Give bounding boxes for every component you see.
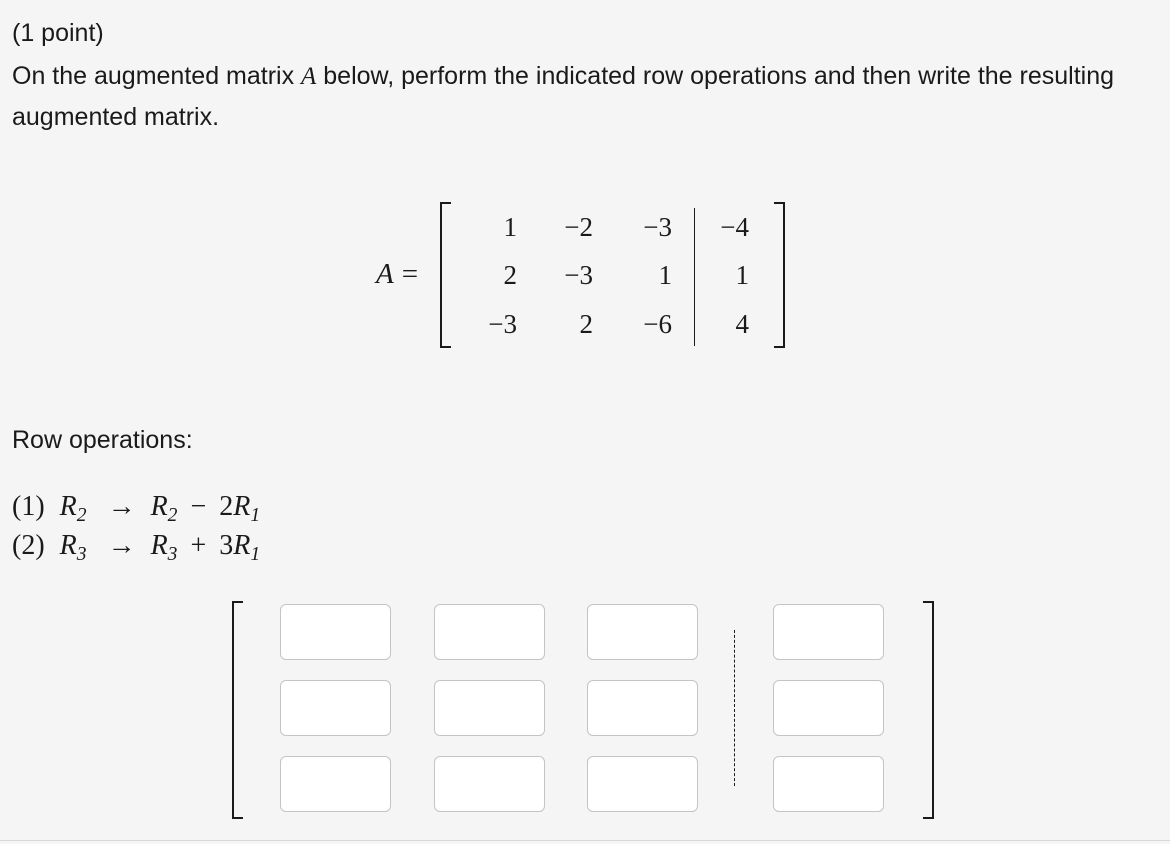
- matrix-cell: −3: [488, 309, 517, 339]
- matrix-cell: 4: [735, 309, 749, 339]
- op-arrow: →: [107, 530, 136, 561]
- op-target: $R_2$: [59, 491, 87, 526]
- op-number: (1): [12, 491, 45, 522]
- answer-input-r2-c1[interactable]: [280, 680, 391, 736]
- matrix-right-bracket: [774, 202, 785, 348]
- answer-input-r3-c4[interactable]: [773, 756, 884, 812]
- op-sign: −: [190, 491, 207, 522]
- answer-input-r1-c1[interactable]: [280, 604, 391, 660]
- op-number: (2): [12, 530, 45, 561]
- answer-input-r1-c3[interactable]: [587, 604, 698, 660]
- row-operations-label: Row operations:: [12, 426, 193, 454]
- op-base: $R_3$: [150, 530, 178, 565]
- op-sign: +: [190, 530, 207, 561]
- answer-input-r3-c2[interactable]: [434, 756, 545, 812]
- matrix-cell: −3: [564, 260, 593, 290]
- matrix-cell: −6: [643, 309, 672, 339]
- matrix-label-equals: =: [401, 258, 419, 290]
- matrix-cell: −3: [643, 212, 672, 242]
- op-base: $R_2$: [150, 491, 178, 526]
- answer-input-r3-c1[interactable]: [280, 756, 391, 812]
- op-coefficient: 2: [219, 491, 234, 522]
- op-coefficient: 3: [219, 530, 234, 561]
- matrix-cell: 1: [735, 260, 749, 290]
- matrix-cell: 2: [579, 309, 593, 339]
- instructions-before: On the augmented matrix: [12, 62, 302, 90]
- matrix-cell: 1: [503, 212, 517, 242]
- answer-input-r2-c3[interactable]: [587, 680, 698, 736]
- matrix-cell: 2: [503, 260, 517, 290]
- matrix-left-bracket: [440, 202, 451, 348]
- matrix-label-var: A: [376, 258, 394, 290]
- point-value: (1 point): [12, 19, 104, 47]
- answer-input-r3-c3[interactable]: [587, 756, 698, 812]
- row-operation-1: [12, 490, 260, 524]
- row-operation-2: [12, 529, 260, 563]
- answer-input-r2-c4[interactable]: [773, 680, 884, 736]
- op-arrow: →: [107, 491, 136, 522]
- answer-left-bracket: [232, 601, 243, 819]
- op-source: $R_1$: [233, 491, 261, 526]
- matrix-cell: −2: [564, 212, 593, 242]
- answer-right-bracket: [923, 601, 934, 819]
- matrix-label: [376, 256, 418, 292]
- answer-input-r1-c2[interactable]: [434, 604, 545, 660]
- matrix-cell: −4: [720, 212, 749, 242]
- instructions-after: below, perform the indicated row operations and then write the resulting augmented matrix.: [12, 62, 1115, 131]
- bottom-divider: [0, 840, 1170, 841]
- matrix-cell: 1: [658, 260, 672, 290]
- instructions-text: [12, 56, 1132, 137]
- op-source: $R_1$: [233, 530, 261, 565]
- answer-input-r1-c4[interactable]: [773, 604, 884, 660]
- answer-input-r2-c2[interactable]: [434, 680, 545, 736]
- matrix-variable: A: [301, 63, 317, 90]
- answer-augment-line: [734, 630, 735, 786]
- op-target: $R_3$: [59, 530, 87, 565]
